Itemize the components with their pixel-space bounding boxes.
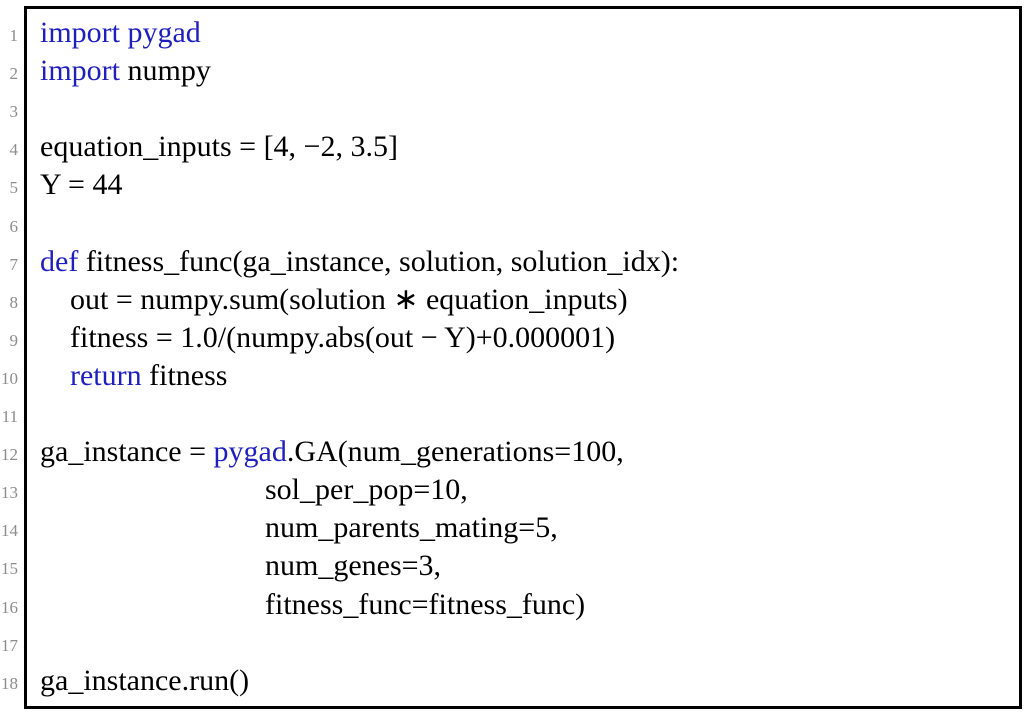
code-line xyxy=(0,52,1034,90)
code-keyword: import pygad xyxy=(40,16,201,49)
code-token xyxy=(40,359,70,392)
code-line xyxy=(0,395,1034,433)
code-text xyxy=(40,166,122,204)
code-text xyxy=(40,281,628,319)
code-line xyxy=(0,547,1034,585)
code-token: fitness_func=fitness_func) xyxy=(40,587,586,621)
code-text xyxy=(40,586,585,624)
code-line xyxy=(0,281,1034,319)
line-number: 10 xyxy=(1,368,18,388)
code-token: fitness xyxy=(141,358,228,392)
code-text xyxy=(40,243,679,281)
code-keyword: pygad xyxy=(213,435,287,469)
code-token: Y = 44 xyxy=(40,168,123,202)
code-line xyxy=(0,662,1034,700)
code-token: fitness_func(ga_instance, solution, solution_idx): xyxy=(78,244,680,278)
code-line xyxy=(0,433,1034,471)
line-number: 6 xyxy=(9,216,18,236)
code-line xyxy=(0,357,1034,395)
line-number: 13 xyxy=(1,483,18,503)
code-keyword: return xyxy=(70,358,142,392)
line-number: 1 xyxy=(9,26,18,45)
line-number: 18 xyxy=(1,673,18,693)
code-text xyxy=(40,319,615,357)
code-text xyxy=(40,128,398,166)
line-number: 9 xyxy=(9,330,18,350)
line-number: 15 xyxy=(1,559,18,579)
code-token: numpy xyxy=(120,54,211,88)
code-token: out = numpy.sum(solution ∗ equation_inputs) xyxy=(40,282,628,316)
code-line xyxy=(0,509,1034,547)
line-number: 16 xyxy=(1,597,18,617)
code-line xyxy=(0,624,1034,662)
code-keyword: def xyxy=(40,244,79,278)
code-keyword: import xyxy=(40,54,120,88)
line-number: 2 xyxy=(9,64,18,84)
code-token: num_genes=3, xyxy=(40,549,442,583)
code-line xyxy=(0,586,1034,624)
code-text xyxy=(40,14,201,52)
code-line xyxy=(0,90,1034,128)
line-number: 12 xyxy=(1,445,18,465)
code-line xyxy=(0,166,1034,204)
code-text xyxy=(40,471,468,509)
code-text xyxy=(40,662,249,700)
code-token: .GA(num_generations=100, xyxy=(286,435,624,469)
code-token: fitness = 1.0/(numpy.abs(out − Y)+0.000001) xyxy=(40,320,616,354)
code-text xyxy=(40,547,441,585)
code-token: sol_per_pop=10, xyxy=(40,473,468,507)
code-line xyxy=(0,14,1034,52)
code-token: ga_instance = xyxy=(40,435,214,469)
code-line xyxy=(0,319,1034,357)
line-number: 5 xyxy=(9,178,18,198)
code-text xyxy=(40,509,558,547)
line-number: 7 xyxy=(9,254,18,274)
code-line xyxy=(0,128,1034,166)
code-token: equation_inputs = [4, −2, 3.5] xyxy=(40,130,398,164)
code-line xyxy=(0,205,1034,243)
line-number: 14 xyxy=(1,521,18,541)
code-text xyxy=(40,357,227,395)
line-number: 8 xyxy=(9,292,18,312)
code-text xyxy=(40,52,211,90)
line-number: 11 xyxy=(1,407,18,426)
code-text xyxy=(40,433,624,471)
line-number: 17 xyxy=(1,635,18,655)
code-line xyxy=(0,243,1034,281)
code-line xyxy=(0,471,1034,509)
line-number: 4 xyxy=(9,140,18,160)
line-number: 3 xyxy=(9,102,18,122)
code-token: num_parents_mating=5, xyxy=(40,511,558,545)
code-token: ga_instance.run() xyxy=(40,663,250,697)
